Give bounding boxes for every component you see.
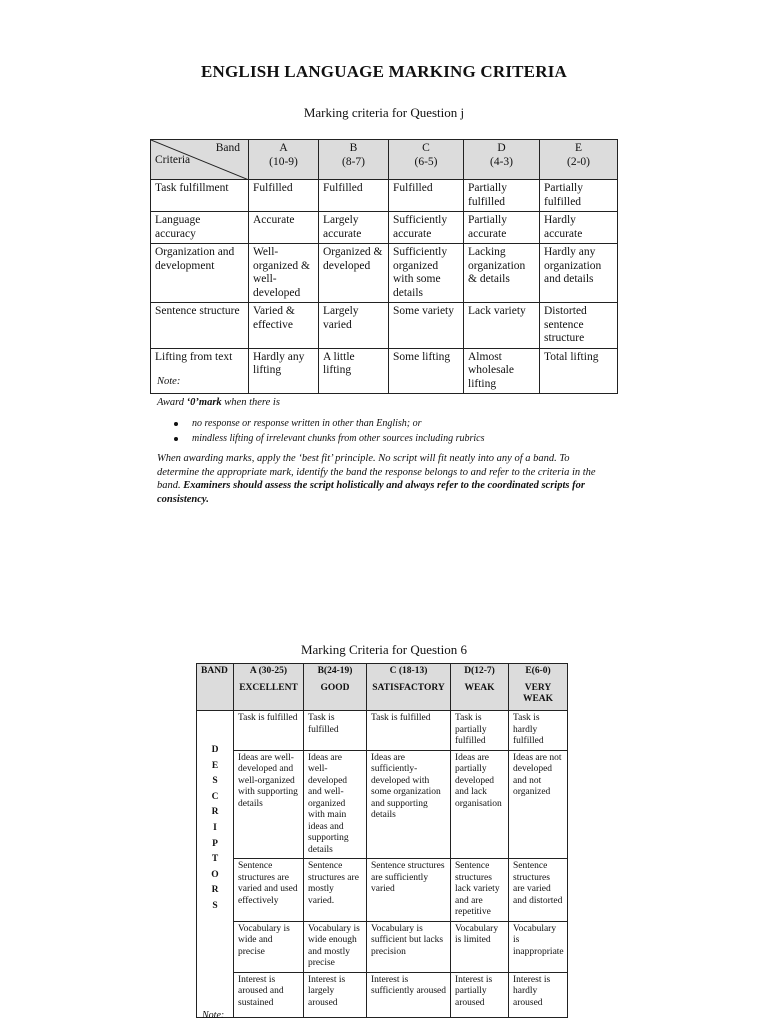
section1-subtitle: Marking criteria for Question j: [303, 105, 465, 120]
band-name: SATISFACTORY: [372, 682, 445, 693]
band-range: (8-7): [342, 155, 365, 168]
table-row: [151, 180, 618, 212]
table-cell: Largely accurate: [319, 212, 389, 244]
table-cell: Partially fulfilled: [540, 180, 618, 212]
list-item: [170, 431, 484, 446]
table-cell: Task is hardly fulfilled: [509, 711, 568, 751]
band-header-d: [464, 140, 540, 180]
table-cell: Ideas are partially developed and lack organisation: [451, 750, 509, 859]
guidance-bold-text: Examiners should assess the script holistically and always refer to the coordinated scripts for consistency.: [157, 480, 585, 505]
table-row: [151, 348, 618, 394]
table-cell: Interest is partially aroused: [451, 972, 509, 1017]
descriptor-letter: P: [212, 838, 218, 849]
table-cell: Interest is largely aroused: [304, 972, 367, 1017]
table-row: [197, 921, 568, 972]
table-cell: Total lifting: [540, 348, 618, 394]
band-header-b: [319, 140, 389, 180]
table-row: [197, 859, 568, 922]
band-range: (10-9): [269, 155, 298, 168]
descriptor-letter: S: [212, 900, 218, 911]
band-header-a: [234, 664, 304, 711]
table-cell: Almost wholesale lifting: [464, 348, 540, 394]
table-cell: Some variety: [389, 303, 464, 349]
guidance-text: When awarding marks, apply the ‘best fit’ principle. No script will fit neatly into any of a band. To determine the appropriate mark, identify the band the response belongs to and refer to the criteria in the band.: [157, 453, 596, 491]
band-letter: D: [497, 142, 506, 154]
table-cell: Organized & developed: [319, 244, 389, 303]
table-cell: Fulfilled: [319, 180, 389, 212]
award-bullet-list: [170, 416, 484, 446]
criteria-table-question-6: [196, 663, 568, 1018]
table-row: [151, 212, 618, 244]
band-range: A (30-25): [249, 666, 288, 676]
table-cell: Largely varied: [319, 303, 389, 349]
marking-guidance-paragraph: [157, 452, 612, 506]
descriptor-letter: S: [212, 776, 218, 787]
table-cell: Interest is aroused and sustained: [234, 972, 304, 1017]
descriptor-letter: O: [211, 869, 219, 880]
descriptor-letter: D: [211, 745, 219, 755]
list-item: [170, 416, 484, 431]
award-pre: Award: [157, 397, 187, 408]
band-range: B(24-19): [317, 666, 353, 676]
table-cell: Vocabulary is sufficient but lacks precision: [367, 921, 451, 972]
band-name: WEAK: [464, 682, 495, 693]
table-cell: Vocabulary is inappropriate: [509, 921, 568, 972]
descriptor-letter: T: [211, 854, 219, 865]
table-cell: Interest is sufficiently aroused: [367, 972, 451, 1017]
table-cell: Task is partially fulfilled: [451, 711, 509, 751]
table-cell: Sentence structures are mostly varied.: [304, 859, 367, 922]
table-cell: Sentence structures are sufficiently varied: [367, 859, 451, 922]
table-row: [197, 750, 568, 859]
table-cell: Distorted sentence structure: [540, 303, 618, 349]
descriptor-letter: R: [211, 807, 219, 818]
band-letter: A: [279, 142, 288, 154]
table-cell: Lacking organization & details: [464, 244, 540, 303]
band-criteria-corner-cell: [151, 140, 249, 180]
criteria-cell: Language accuracy: [151, 212, 249, 244]
note-label-2: Note:: [202, 1010, 225, 1021]
table-cell: Fulfilled: [249, 180, 319, 212]
bullet-text: no response or response written in other than English; or: [192, 418, 422, 429]
band-range: (2-0): [567, 155, 590, 168]
table-cell: Varied & effective: [249, 303, 319, 349]
table-cell: Sufficiently accurate: [389, 212, 464, 244]
table-cell: A little lifting: [319, 348, 389, 394]
table-row: [197, 711, 568, 751]
band-letter: C: [422, 142, 430, 154]
table-cell: Vocabulary is wide and precise: [234, 921, 304, 972]
note-label: Note:: [157, 376, 181, 387]
table-cell: Task is fulfilled: [234, 711, 304, 751]
descriptor-letter: I: [213, 822, 217, 833]
criteria-cell: Lifting from text: [151, 348, 249, 394]
table-row: [151, 244, 618, 303]
band-header-d: [451, 664, 509, 711]
table-cell: Sufficiently organized with some details: [389, 244, 464, 303]
bullet-dot-icon: [174, 437, 178, 441]
band-range: C (18-13): [389, 666, 428, 676]
band-header-e: [540, 140, 618, 180]
table-cell: Some lifting: [389, 348, 464, 394]
table-cell: Ideas are not developed and not organized: [509, 750, 568, 859]
band-name: EXCELLENT: [239, 682, 298, 693]
table-cell: Hardly any lifting: [249, 348, 319, 394]
table-cell: Vocabulary is wide enough and mostly precise: [304, 921, 367, 972]
award-post: when there is: [221, 397, 280, 408]
criteria-cell: Sentence structure: [151, 303, 249, 349]
corner-band-label: Band: [215, 142, 240, 154]
band-range: D(12-7): [464, 666, 495, 676]
table-header-row: [151, 140, 618, 180]
descriptor-letter: E: [211, 760, 219, 771]
corner-criteria-label: Criteria: [155, 154, 191, 166]
bullet-text: mindless lifting of irrelevant chunks from other sources including rubrics: [192, 433, 485, 444]
bullet-dot-icon: [174, 422, 178, 426]
table-cell: Vocabulary is limited: [451, 921, 509, 972]
band-letter: E: [574, 142, 583, 154]
band-range: (6-5): [414, 155, 438, 168]
table-cell: Fulfilled: [389, 180, 464, 212]
table-cell: Partially accurate: [464, 212, 540, 244]
table-cell: Hardly any organization and details: [540, 244, 618, 303]
band-header-e: [509, 664, 568, 711]
table-cell: Ideas are sufficiently-developed with some organization and supporting details: [367, 750, 451, 859]
table-row: [197, 972, 568, 1017]
table-cell: Ideas are well-developed and well-organized with main ideas and supporting details: [304, 750, 367, 859]
criteria-table-question-j: [150, 139, 618, 394]
band-header-a: [249, 140, 319, 180]
descriptors-vertical-label: [197, 711, 234, 1018]
table-cell: Sentence structures lack variety and are repetitive: [451, 859, 509, 922]
section2-subtitle: Marking Criteria for Question 6: [300, 642, 468, 657]
table-cell: Sentence structures are varied and distorted: [509, 859, 568, 922]
band-range: (4-3): [490, 155, 513, 168]
band-letter: B: [349, 142, 358, 154]
table-cell: Well-organized & well-developed: [249, 244, 319, 303]
table-cell: Hardly accurate: [540, 212, 618, 244]
table-cell: Partially fulfilled: [464, 180, 540, 212]
table-cell: Accurate: [249, 212, 319, 244]
band-name: VERY WEAK: [522, 682, 554, 704]
table-cell: Ideas are well-developed and well-organized with supporting details: [234, 750, 304, 859]
table-cell: Task is fulfilled: [304, 711, 367, 751]
table-cell: Interest is hardly aroused: [509, 972, 568, 1017]
band-header-c: [389, 140, 464, 180]
descriptor-letter: C: [211, 791, 219, 802]
award-zero-mark: ‘0’mark: [186, 397, 222, 408]
descriptor-letter: R: [211, 885, 219, 896]
table-cell: Lack variety: [464, 303, 540, 349]
table-cell: Sentence structures are varied and used effectively: [234, 859, 304, 922]
band-range: E(6-0): [525, 666, 551, 676]
table-row: [151, 303, 618, 349]
band-name: GOOD: [320, 682, 350, 693]
table-header-row: [197, 664, 568, 711]
page-title: ENGLISH LANGUAGE MARKING CRITERIA: [200, 62, 567, 81]
table-cell: Task is fulfilled: [367, 711, 451, 751]
criteria-cell: Organization and development: [151, 244, 249, 303]
band-label-cell: BAND: [197, 664, 234, 711]
criteria-cell: Task fulfillment: [151, 180, 249, 212]
award-line: [157, 397, 280, 408]
band-header-b: [304, 664, 367, 711]
band-header-c: [367, 664, 451, 711]
